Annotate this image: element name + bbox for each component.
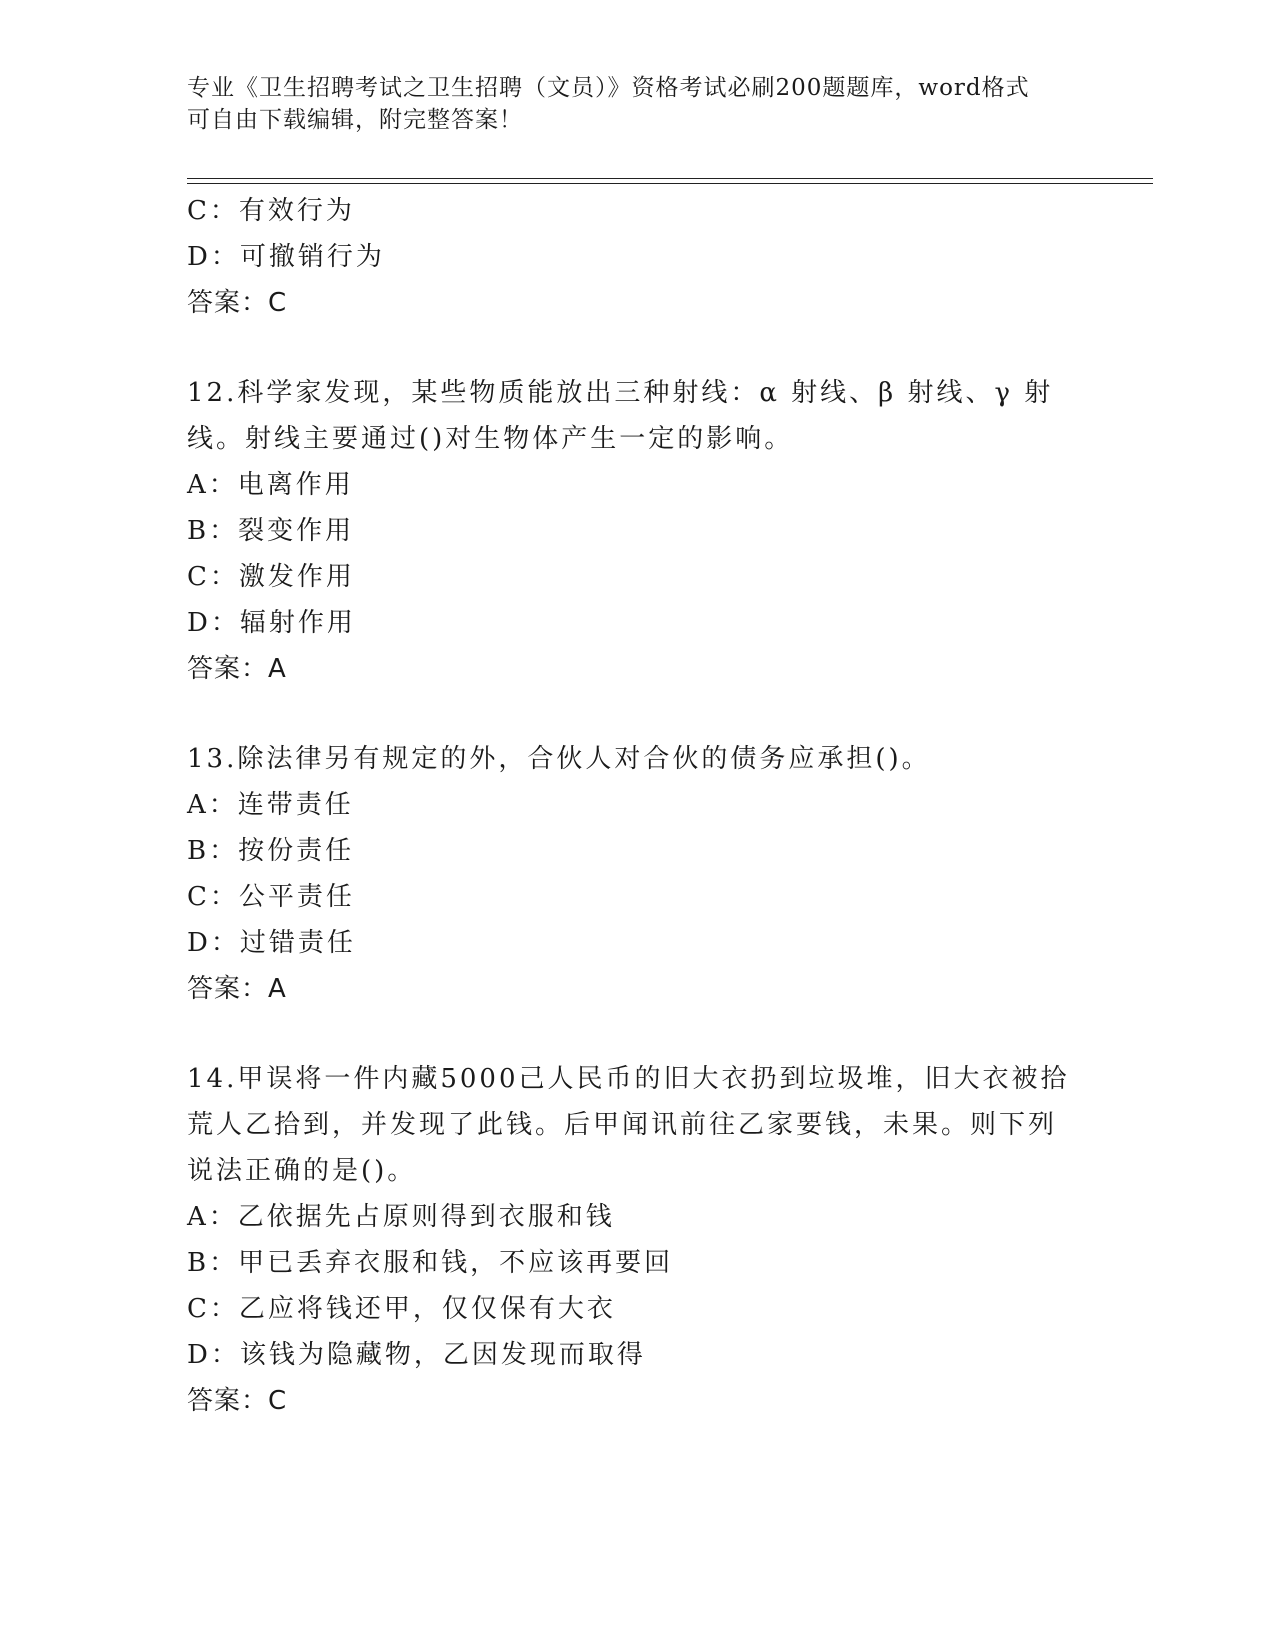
option-d: D：辐射作用: [187, 608, 356, 638]
question-stem-line: 线。射线主要通过()对生物体产生一定的影响。: [187, 424, 794, 454]
option-c: C：有效行为: [187, 196, 355, 226]
answer-line: 答案：A: [187, 654, 287, 684]
option-a: A：电离作用: [187, 470, 354, 500]
question-stem-line: 说法正确的是()。: [187, 1156, 417, 1186]
question-stem-line: 13.除法律另有规定的外，合伙人对合伙的债务应承担()。: [187, 744, 931, 774]
option-c: C：乙应将钱还甲，仅仅保有大衣: [187, 1294, 616, 1324]
option-c: C：公平责任: [187, 882, 355, 912]
question-14: [187, 1056, 1087, 1424]
header-divider-top: [187, 178, 1153, 179]
question-12: [187, 370, 1087, 692]
carryover-block: [187, 188, 1087, 326]
answer-line: 答案：C: [187, 1386, 288, 1416]
question-stem-line: 14.甲误将一件内藏5000己人民币的旧大衣扔到垃圾堆，旧大衣被拾: [187, 1064, 1070, 1094]
header-line-2: 可自由下载编辑，附完整答案！: [187, 107, 523, 133]
header-divider-bottom: [187, 183, 1153, 184]
question-list: [187, 188, 1087, 1424]
header-line-1: 专业《卫生招聘考试之卫生招聘（文员）》资格考试必刷200题题库，word格式: [187, 75, 1030, 101]
option-b: B：甲已丢弃衣服和钱，不应该再要回: [187, 1248, 674, 1278]
option-d: D：过错责任: [187, 928, 356, 958]
option-d: D：该钱为隐藏物，乙因发现而取得: [187, 1340, 646, 1370]
question-stem-line: 荒人乙拾到，并发现了此钱。后甲闻讯前往乙家要钱，未果。则下列: [187, 1110, 1058, 1140]
option-b: B：裂变作用: [187, 516, 355, 546]
document-header: [187, 72, 1087, 136]
option-d: D：可撤销行为: [187, 242, 385, 272]
option-b: B：按份责任: [187, 836, 355, 866]
option-a: A：乙依据先占原则得到衣服和钱: [187, 1202, 615, 1232]
question-13: [187, 736, 1087, 1012]
answer-line: 答案：A: [187, 974, 287, 1004]
question-stem-line: 12.科学家发现，某些物质能放出三种射线：α 射线、β 射线、γ 射: [187, 378, 1054, 408]
option-c: C：激发作用: [187, 562, 355, 592]
answer-line: 答案：C: [187, 288, 288, 318]
option-a: A：连带责任: [187, 790, 354, 820]
